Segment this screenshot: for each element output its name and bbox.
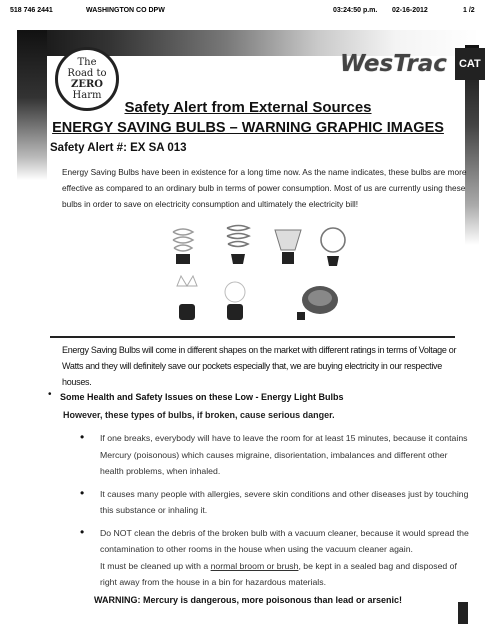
hazard-list	[80, 430, 470, 597]
bullet-icon: •	[80, 485, 85, 500]
cleanup-prefix: It must be cleaned up with a	[100, 560, 211, 571]
cleanup-tool: normal broom or brush	[210, 560, 299, 571]
logo-line: The	[77, 57, 97, 68]
fax-header	[0, 7, 496, 19]
cluster-bulb-icon	[177, 276, 197, 320]
fax-page: 1 /2	[463, 7, 475, 14]
logo-line: ZERO	[71, 79, 103, 90]
list-item	[80, 430, 470, 480]
mercury-warning: WARNING: Mercury is dangerous, more poisonous than lead or arsenic!	[93, 595, 403, 605]
cleanup-instructions	[100, 558, 470, 591]
intro-paragraph: Energy Saving Bulbs have been in existence for a long time now. As the name indicates, these bulbs are more effective as compared to an ordinary bulb in terms of power consumption. Most of us are currently using these bulbs in order to save on electricity consumption and ultimately the electricity bill!	[62, 167, 467, 209]
floodlight-bulb-icon	[297, 286, 338, 320]
fax-sender: WASHINGTON CO DPW	[86, 7, 165, 14]
page-subtitle: ENERGY SAVING BULBS – WARNING GRAPHIC IMAGES	[52, 120, 444, 136]
fax-date: 02-16-2012	[392, 7, 428, 14]
list-item	[80, 525, 470, 591]
however-line: However, these types of bulbs, if broken, cause serious danger.	[63, 410, 335, 420]
bullet-icon: •	[80, 430, 85, 444]
bullet-icon: •	[48, 389, 52, 400]
bullet-icon: •	[80, 524, 85, 539]
section-divider	[50, 336, 455, 338]
logo-line: Road to	[67, 68, 107, 79]
list-item-text: It causes many people with allergies, severe skin conditions and other diseases just by touching this substance or inhaling it.	[100, 488, 469, 515]
list-item-text: If one breaks, everybody will have to leave the room for at least 15 minutes, because it contains Mercury (poisonous) which causes migraine, disorientation, imbalances and different other health problems, when inhaled.	[100, 433, 468, 476]
list-item-text: Do NOT clean the debris of the broken bulb with a vacuum cleaner, because it would spread the contamination to other rooms in the house when using the vacuum cleaner again.	[100, 527, 469, 554]
cat-logo	[455, 48, 485, 80]
westrac-logo: WesTrac	[340, 51, 447, 77]
cat-logo-text: CAT	[458, 58, 481, 70]
page-title: Safety Alert from External Sources	[124, 99, 372, 116]
globe-bulb-icon	[321, 228, 345, 266]
spiral-bulb-icon	[173, 229, 193, 264]
logo-line: Harm	[72, 90, 102, 101]
twist-bulb-icon	[227, 226, 249, 265]
decorative-corner-mark	[458, 602, 468, 624]
cleanup-suffix: , be kept in a sealed bag and disposed of right away from the house in a bin for hazardous materials.	[100, 560, 457, 587]
issues-heading: Some Health and Safety Issues on these Low - Energy Light Bulbs	[60, 392, 344, 402]
list-item	[80, 486, 470, 519]
alert-number: Safety Alert #: EX SA 013	[50, 142, 187, 154]
fax-time: 03:24:50 p.m.	[333, 7, 378, 14]
round-bulb-icon	[225, 282, 245, 320]
reflector-bulb-icon	[275, 230, 301, 264]
shapes-paragraph: Energy Saving Bulbs will come in different shapes on the market with different ratings in terms of Voltage or Watts and they will definitely save our pockets especially that, we are buying electricity in our respective houses.	[62, 345, 457, 387]
brand-logos	[340, 48, 485, 80]
bulb-images	[165, 220, 365, 335]
fax-phone: 518 746 2441	[10, 7, 53, 14]
